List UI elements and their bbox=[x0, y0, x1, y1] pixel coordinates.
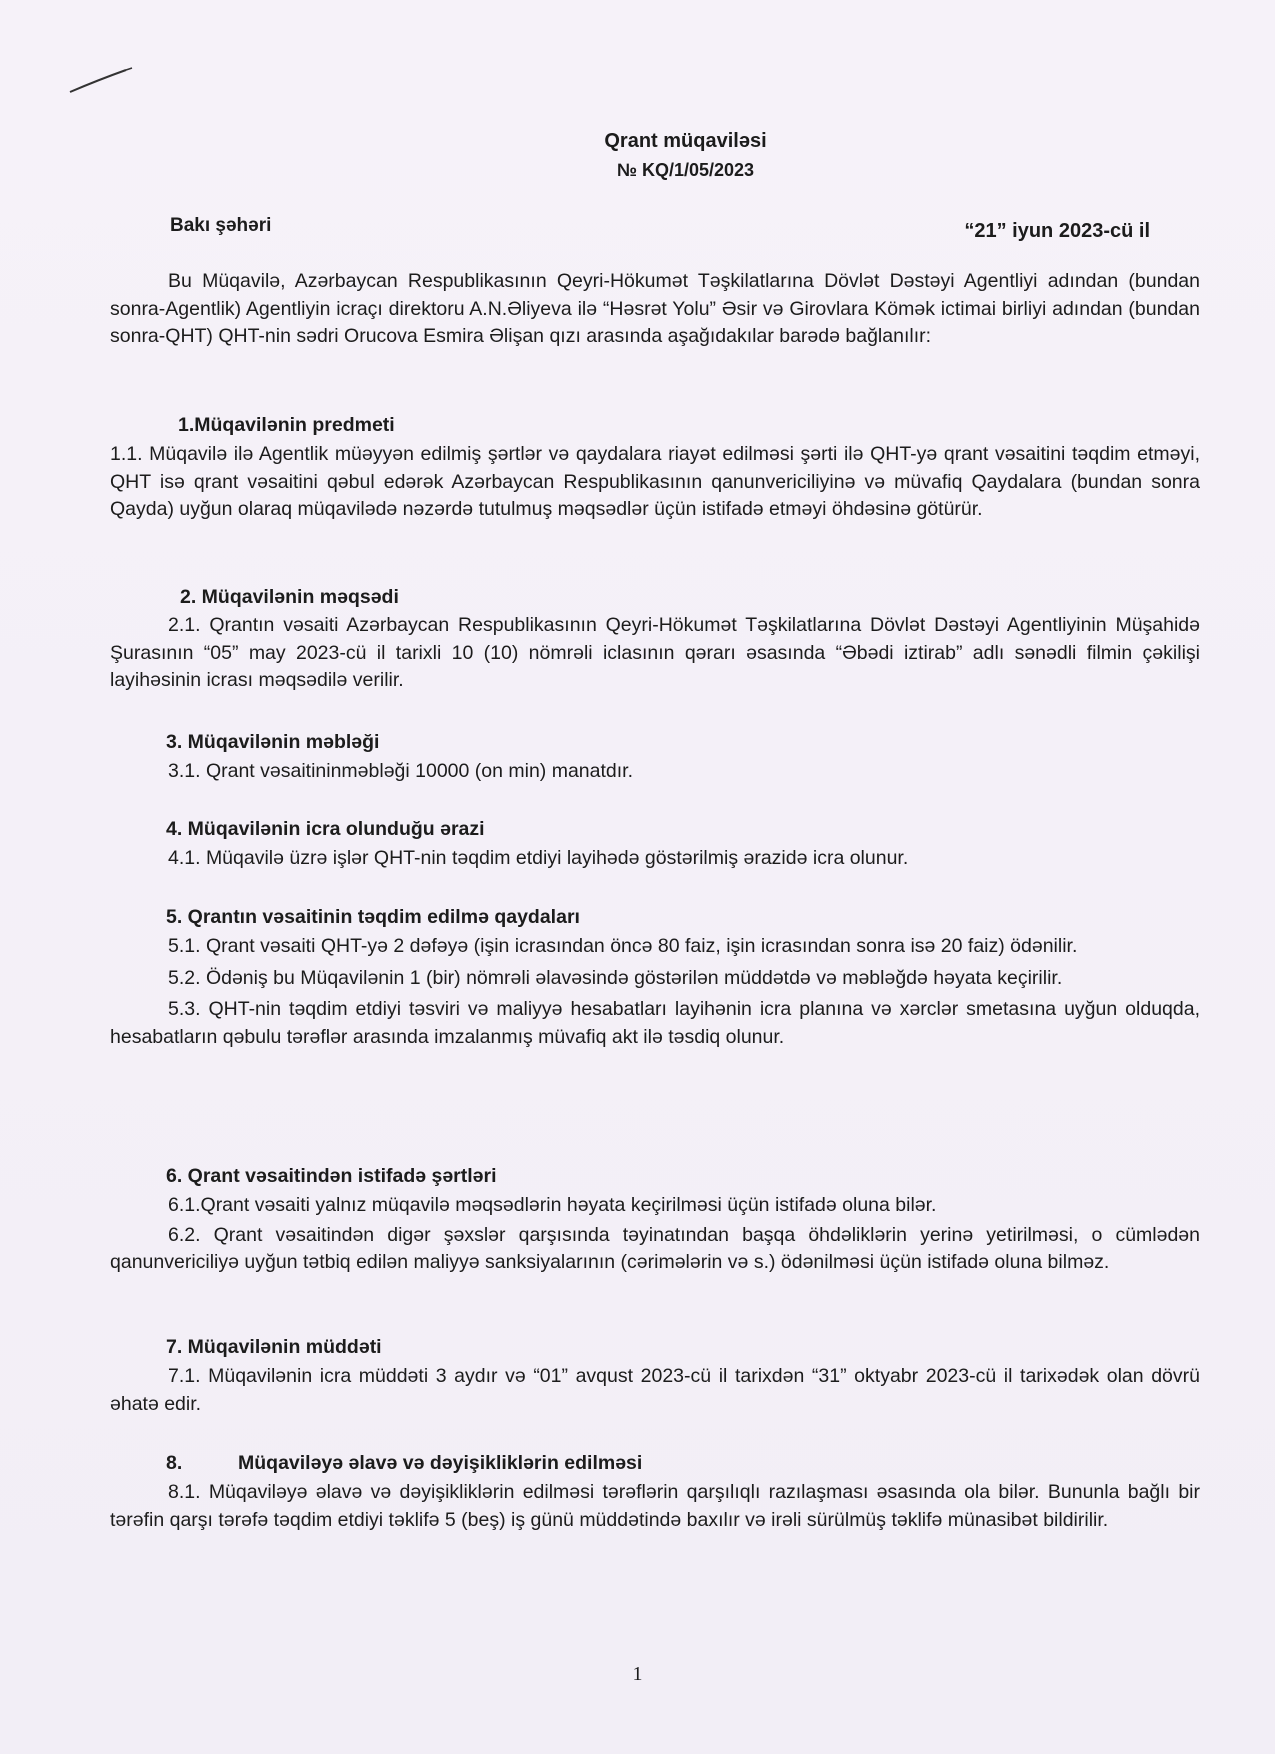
section-3-body bbox=[110, 758, 1200, 786]
section-4-body bbox=[110, 845, 1200, 873]
clause-3-1: 3.1. Qrant vəsaitininməbləği 10000 (on min) manatdır. bbox=[168, 760, 634, 782]
section-2-body bbox=[110, 612, 1200, 695]
clause-6-2: 6.2. Qrant vəsaitindən digər şəxslər qarşısında təyinatından başqa öhdəliklərin yerinə yetirilməsi, o cümlədən qanunvericiliyə uyğun tətbiq edilən maliyyə sanksiyalarının (cərimələrin və s.) ödənilməsi üçün istifadə oluna bilməz. bbox=[110, 1223, 1200, 1273]
section-8-heading: Müqaviləyə əlavə və dəyişikliklərin edilməsi bbox=[238, 1452, 643, 1474]
clause-1-1: 1.1. Müqavilə ilə Agentlik müəyyən edilmiş şərtlər və qaydalara riayət edilməsi şərti ilə QHT-yə qrant vəsaitini təqdim etməyi, QHT isə qrant vəsaitini qəbul edərək Azərbaycan Respublikasının qanunvericiliyinə və müvafiq Qaydalara (bundan sonra Qayda) uyğun olaraq müqavilədə nəzərdə tutulmuş məqsədlər üçün istifadə etməyi öhdəsinə götürür. bbox=[110, 443, 1200, 520]
clause-8-1: 8.1. Müqaviləyə əlavə və dəyişikliklərin edilməsi tərəflərin qarşılıqlı razılaşması əsasında ola bilər. Bununla bağlı bir tərəfin qarşı tərəfə təqdim etdiyi təklifə 5 (beş) iş günü müddətində baxılır və irəli sürülmüş təklifə münasibət bildirilir. bbox=[110, 1481, 1200, 1531]
intro-text: Bu Müqavilə, Azərbaycan Respublikasının Qeyri-Hökumət Təşkilatlarına Dövlət Dəstəyi Agentliyi adından (bundan sonra-Agentlik) Agentliyin icraçı direktoru A.N.Əliyeva ilə “Həsrət Yolu” Əsir və Girovlara Kömək ictimai birliyi adından (bundan sonra-QHT) QHT-nin sədri Orucova Esmira Əlişan qızı arasında aşağıdakılar barədə bağlanılır: bbox=[110, 270, 1200, 347]
section-1-body bbox=[110, 441, 1200, 524]
section-4-heading: 4. Müqavilənin icra olunduğu ərazi bbox=[166, 818, 485, 840]
section-3-heading: 3. Müqavilənin məbləği bbox=[166, 731, 380, 753]
city-label: Bakı şəhəri bbox=[170, 215, 272, 236]
section-8-number: 8. bbox=[166, 1452, 183, 1474]
pen-stroke-mark bbox=[68, 66, 138, 96]
section-5-body bbox=[110, 933, 1200, 1051]
clause-5-1: 5.1. Qrant vəsaiti QHT-yə 2 dəfəyə (işin icrasından öncə 80 faiz, işin icrasından sonra isə 20 faiz) ödənilir. bbox=[168, 935, 1078, 957]
intro-paragraph bbox=[110, 268, 1200, 351]
clause-4-1: 4.1. Müqavilə üzrə işlər QHT-nin təqdim etdiyi layihədə göstərilmiş ərazidə icra olunur. bbox=[168, 847, 909, 869]
clause-7-1: 7.1. Müqavilənin icra müddəti 3 aydır və “01” avqust 2023-cü il tarixdən “31” oktyabr 2023-cü il tarixədək olan dövrü əhatə edir. bbox=[110, 1365, 1200, 1415]
section-5-heading: 5. Qrantın vəsaitinin təqdim edilmə qaydaları bbox=[166, 906, 580, 928]
clause-5-3: 5.3. QHT-nin təqdim etdiyi təsviri və maliyyə hesabatları layihənin icra planına və xərclər smetasına uyğun olduqda, hesabatların qəbulu tərəflər arasında imzalanmış müvafiq akt ilə təsdiq olunur. bbox=[110, 998, 1200, 1048]
section-8-body bbox=[110, 1479, 1200, 1534]
section-7-heading: 7. Müqavilənin müddəti bbox=[166, 1336, 382, 1358]
section-7-body bbox=[110, 1363, 1200, 1418]
clause-2-1: 2.1. Qrantın vəsaiti Azərbaycan Respublikasının Qeyri-Hökumət Təşkilatlarına Dövlət Dəstəyi Agentliyinin Müşahidə Şurasının “05” may 2023-cü il tarixli 10 (10) nömrəli iclasının qərarı əsasında “Əbədi iztirab” adlı sənədli filmin çəkilişi layihəsinin icrası məqsədilə verilir. bbox=[110, 614, 1200, 691]
page-number: 1 bbox=[632, 1663, 643, 1685]
contract-date: “21” iyun 2023-cü il bbox=[964, 220, 1150, 242]
clause-6-1: 6.1.Qrant vəsaiti yalnız müqavilə məqsədlərin həyata keçirilməsi üçün istifadə oluna bilər. bbox=[168, 1194, 937, 1216]
clause-5-2: 5.2. Ödəniş bu Müqavilənin 1 (bir) nömrəli əlavəsində göstərilən müddətdə və məbləğdə həyata keçirilir. bbox=[168, 966, 1063, 989]
section-1-heading: 1.Müqavilənin predmeti bbox=[178, 414, 395, 436]
document-title: Qrant müqaviləsi bbox=[604, 130, 767, 152]
section-6-heading: 6. Qrant vəsaitindən istifadə şərtləri bbox=[166, 1165, 497, 1187]
section-2-heading: 2. Müqavilənin məqsədi bbox=[180, 586, 399, 608]
section-6-body bbox=[110, 1192, 1200, 1277]
contract-number: № KQ/1/05/2023 bbox=[616, 160, 755, 180]
